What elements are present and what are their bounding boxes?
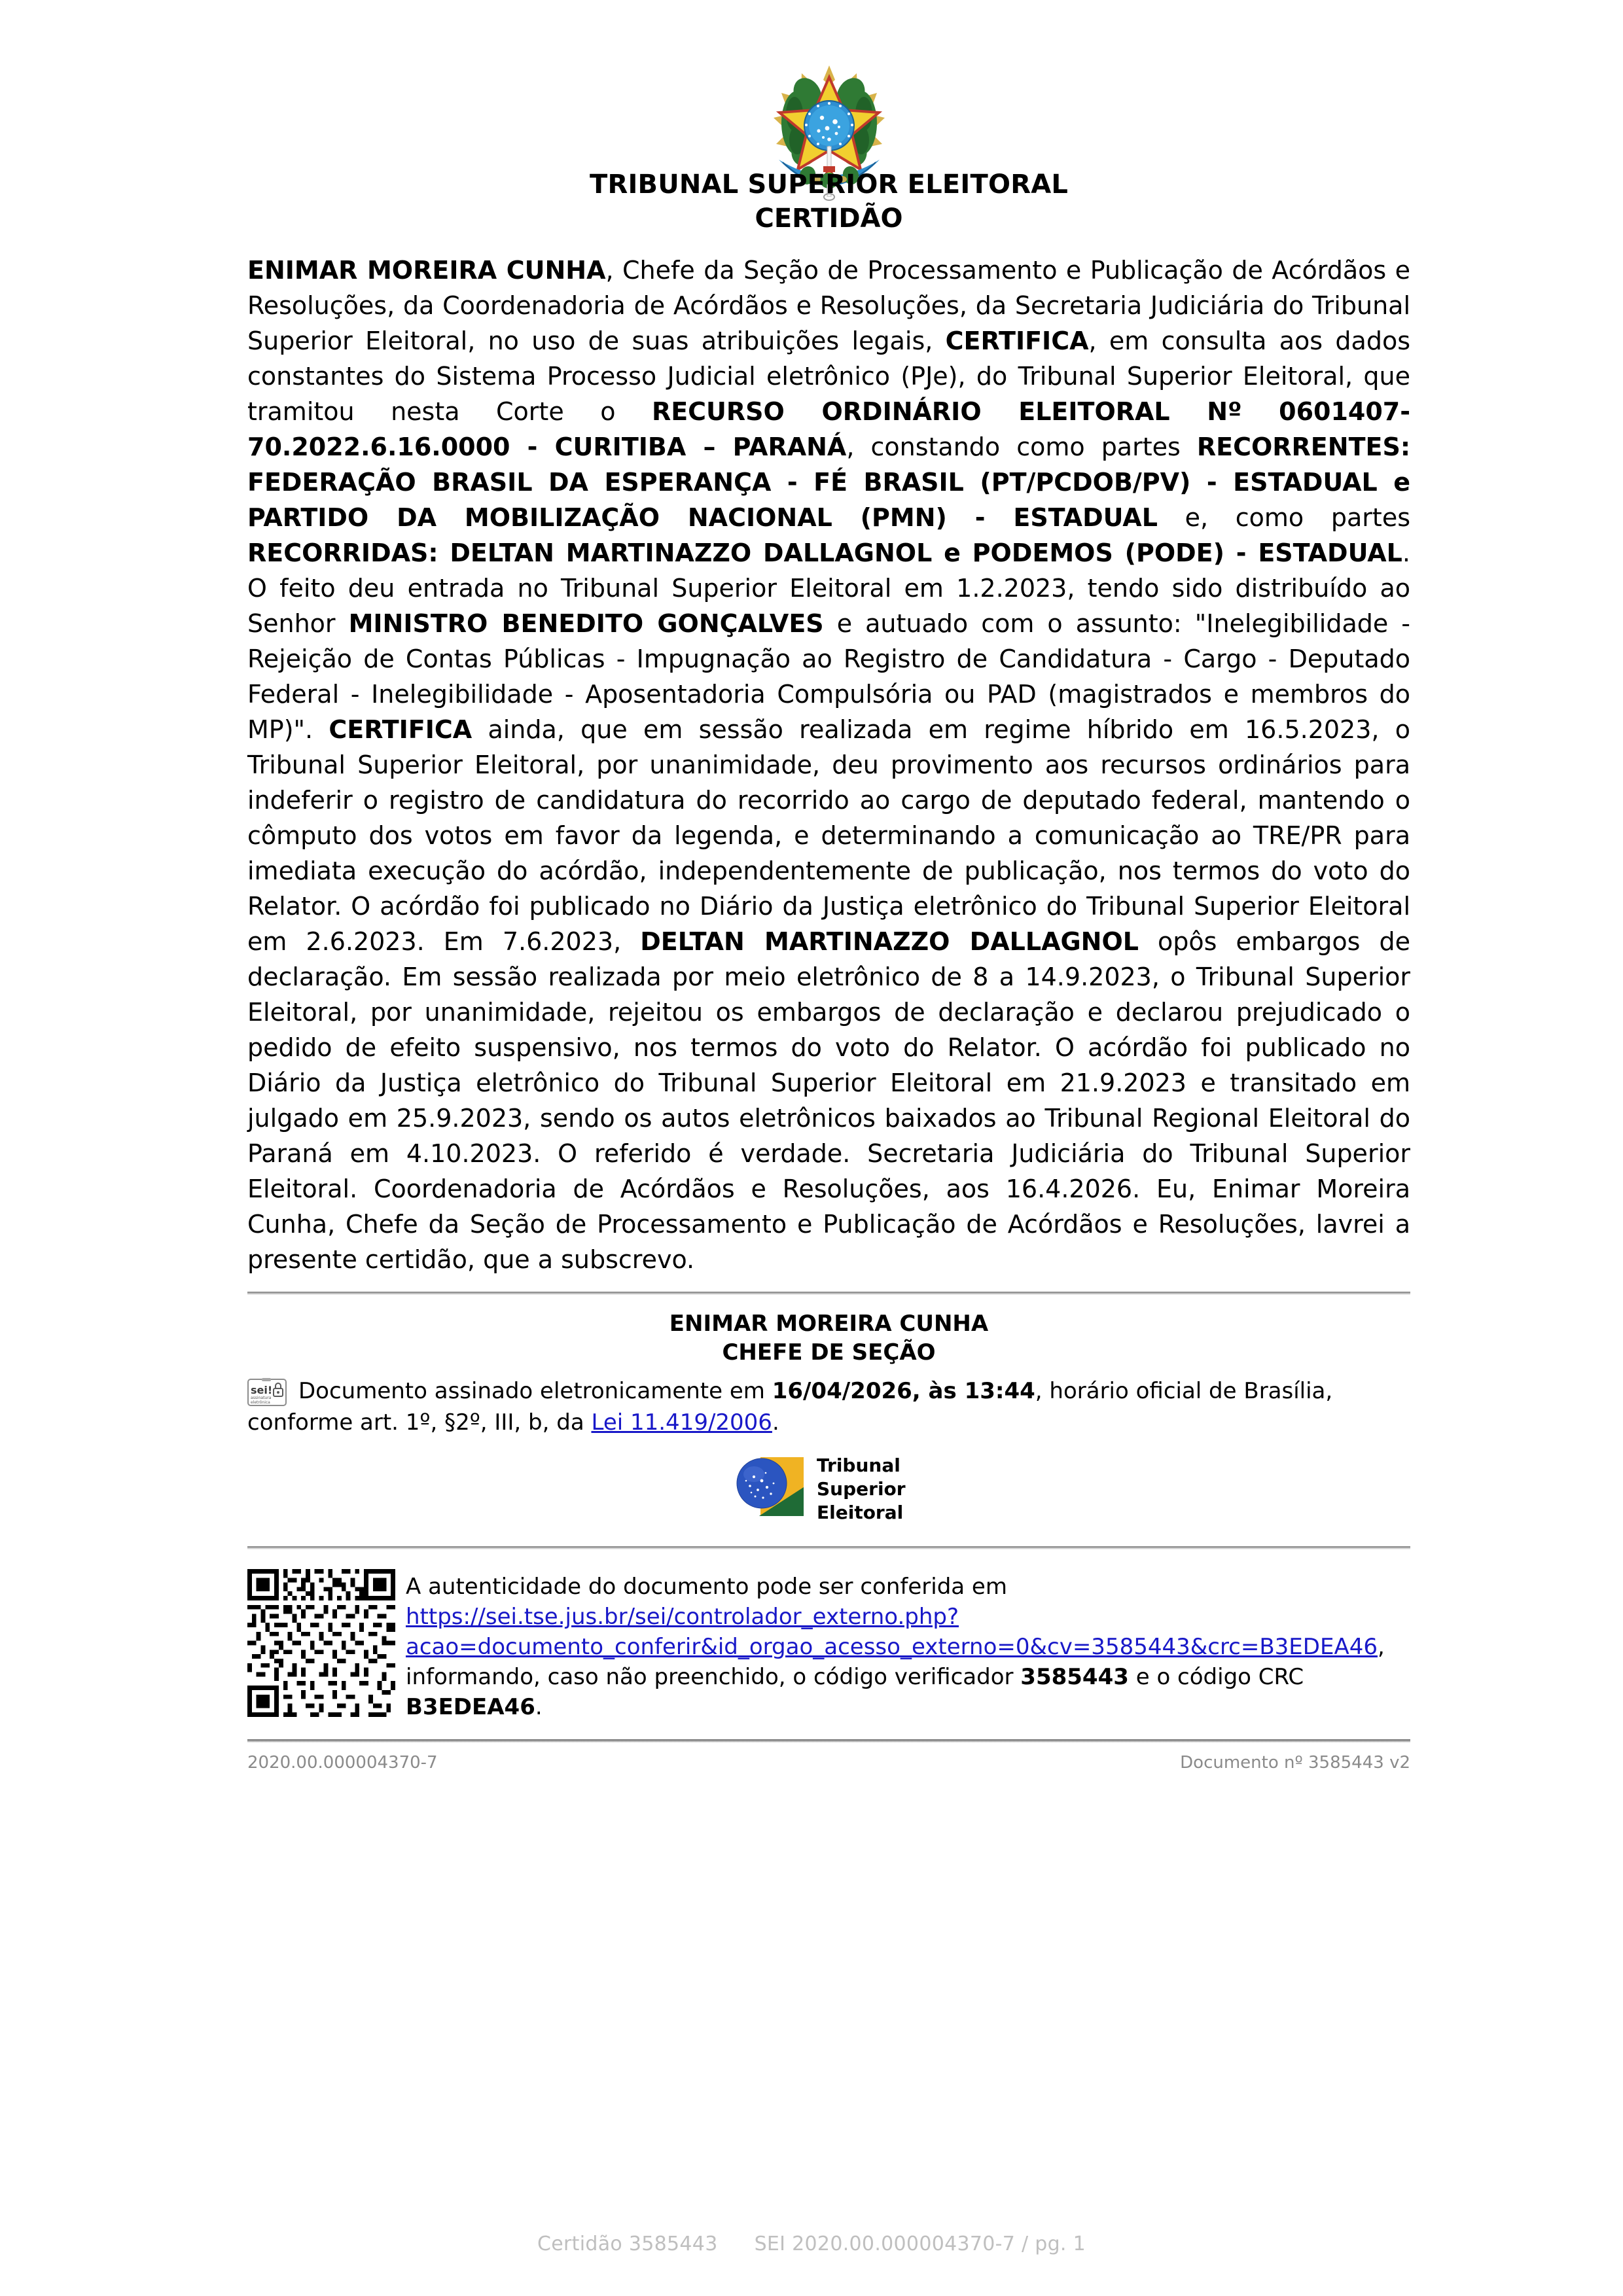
signature-text-middle: , horário oficial de Brasília, conforme art. 1º, §2º, III, b, da xyxy=(247,1378,1333,1436)
certificate-body xyxy=(247,253,1410,1277)
page-stamp-right: SEI 2020.00.000004370-7 / pg. 1 xyxy=(754,2233,1086,2255)
svg-text:sei!: sei! xyxy=(251,1384,273,1396)
signer-name: ENIMAR MOREIRA CUNHA xyxy=(669,1311,989,1337)
body-seg-7: ainda, que em sessão realizada em regime híbrido em 16.5.2023, o Tribunal Superior Eleitoral, por unanimidade, deu provimento aos recursos ordinários para indeferir o registro de candidatura do recorrido ao cargo de deputado federal, mantendo o cômputo dos votos em favor da legenda, e determinando a comunicação ao TRE/PR para imediata execução do acórdão, independentemente de publicação, nos termos do voto do Relator. O acórdão foi publicado no Diário da Justiça eletrônico do Tribunal Superior Eleitoral em 2.6.2023. Em 7.6.2023, xyxy=(247,715,1410,956)
emblem-container xyxy=(247,0,1410,168)
authenticity-block xyxy=(247,1549,1410,1722)
codigo-verificador: 3585443 xyxy=(1020,1664,1129,1690)
sei-electronic-signature-icon xyxy=(247,1377,287,1407)
footer-document-number: Documento nº 3585443 v2 xyxy=(1180,1753,1410,1773)
body-seg-4: e, como partes xyxy=(1157,503,1410,532)
signer-name-inline: ENIMAR MOREIRA CUNHA xyxy=(247,256,606,285)
appellants: RECORRENTES: FEDERAÇÃO BRASIL DA ESPERANÇA - FÉ BRASIL (PT/PCDOB/PV) - ESTADUAL e PARTIDO DA MOBILIZAÇÃO NACIONAL (PMN) - ESTADUAL xyxy=(247,433,1411,532)
tse-logo-line-3: Eleitoral xyxy=(816,1502,903,1523)
case-number: RECURSO ORDINÁRIO ELEITORAL Nº 0601407-70.2022.6.16.0000 - CURITIBA – PARANÁ xyxy=(247,397,1410,461)
certifica-keyword-1: CERTIFICA xyxy=(945,327,1089,355)
svg-text:eletrônica: eletrônica xyxy=(251,1400,270,1405)
body-seg-5: . O feito deu entrada no Tribunal Superior Eleitoral em 1.2.2023, tendo sido distribuído ao Senhor xyxy=(247,539,1410,638)
tse-logo-container xyxy=(247,1438,1410,1530)
signature-block xyxy=(247,1295,1410,1367)
reporting-minister: MINISTRO BENEDITO GONÇALVES xyxy=(348,609,824,638)
signature-datetime: 16/04/2026, às 13:44 xyxy=(772,1378,1035,1404)
organization-title: TRIBUNAL SUPERIOR ELEITORAL xyxy=(589,169,1069,200)
authenticity-after-url: , informando, caso não preenchido, o código verificador xyxy=(406,1634,1385,1690)
body-seg-1: , Chefe da Seção de Processamento e Publicação de Acórdãos e Resoluções, da Coordenadoria de Acórdãos e Resoluções, da Secretaria Judiciária do Tribunal Superior Eleitoral, no uso de suas atribuições legais, xyxy=(247,256,1410,355)
verification-url-line-2[interactable]: acao=documento_conferir&id_orgao_acesso_externo=0&cv=3585443&crc=B3EDEA46 xyxy=(406,1634,1378,1660)
electronic-signature-note xyxy=(247,1376,1410,1438)
footer-meta xyxy=(247,1742,1410,1774)
verification-url-line-1[interactable]: https://sei.tse.jus.br/sei/controlador_externo.php? xyxy=(406,1604,959,1630)
authenticity-text xyxy=(406,1569,1410,1722)
body-seg-3: , constando como partes xyxy=(846,433,1197,461)
page-stamp-left: Certidão 3585443 xyxy=(537,2233,718,2255)
authenticity-intro: A autenticidade do documento pode ser conferida em xyxy=(406,1574,1007,1600)
footer-process-number: 2020.00.000004370-7 xyxy=(247,1753,438,1773)
law-link[interactable]: Lei 11.419/2006 xyxy=(591,1409,772,1436)
codigo-crc: B3EDEA46 xyxy=(406,1694,535,1720)
svg-text:assinatura: assinatura xyxy=(251,1396,272,1400)
signer-role: CHEFE DE SEÇÃO xyxy=(722,1339,936,1366)
tse-logo-line-2: Superior xyxy=(816,1478,906,1500)
body-seg-6: e autuado com o assunto: "Inelegibilidade - Rejeição de Contas Públicas - Impugnação ao Registro de Candidatura - Cargo - Deputado Federal - Inelegibilidade - Aposentadoria Compulsória ou PAD (magistrados e membros do MP)". xyxy=(247,609,1410,744)
document-title: CERTIDÃO xyxy=(755,203,903,234)
qr-code[interactable] xyxy=(247,1569,395,1717)
signature-text-after: . xyxy=(772,1409,779,1436)
tse-logo-line-1: Tribunal xyxy=(816,1455,901,1476)
tse-logo-icon xyxy=(721,1447,937,1525)
authenticity-period: . xyxy=(535,1694,543,1720)
document-content xyxy=(247,0,1410,1774)
authenticity-middle: e o código CRC xyxy=(1128,1664,1304,1690)
page-stamp xyxy=(0,2233,1623,2255)
body-seg-2: , em consulta aos dados constantes do Sistema Processo Judicial eletrônico (PJe), do Tribunal Superior Eleitoral, que tramitou nesta Corte o xyxy=(247,327,1410,426)
signature-text-before: Documento assinado eletronicamente em xyxy=(298,1378,772,1404)
body-seg-8: opôs embargos de declaração. Em sessão realizada por meio eletrônico de 8 a 14.9.2023, o Tribunal Superior Eleitoral, por unanimidade, rejeitou os embargos de declaração e declarou prejudicado o pedido de efeito suspensivo, nos termos do voto do Relator. O acórdão foi publicado no Diário da Justiça eletrônico do Tribunal Superior Eleitoral em 21.9.2023 e transitado em julgado em 25.9.2023, sendo os autos eletrônicos baixados ao Tribunal Regional Eleitoral do Paraná em 4.10.2023. O referido é verdade. Secretaria Judiciária do Tribunal Superior Eleitoral. Coordenadoria de Acórdãos e Resoluções, aos 16.4.2026. Eu, Enimar Moreira Cunha, Chefe da Seção de Processamento e Publicação de Acórdãos e Resoluções, lavrei a presente certidão, que a subscrevo. xyxy=(247,927,1410,1274)
appellees: RECORRIDAS: DELTAN MARTINAZZO DALLAGNOL e PODEMOS (PODE) - ESTADUAL xyxy=(247,539,1402,567)
certifica-keyword-2: CERTIFICA xyxy=(329,715,473,744)
embargant-name: DELTAN MARTINAZZO DALLAGNOL xyxy=(640,927,1139,956)
